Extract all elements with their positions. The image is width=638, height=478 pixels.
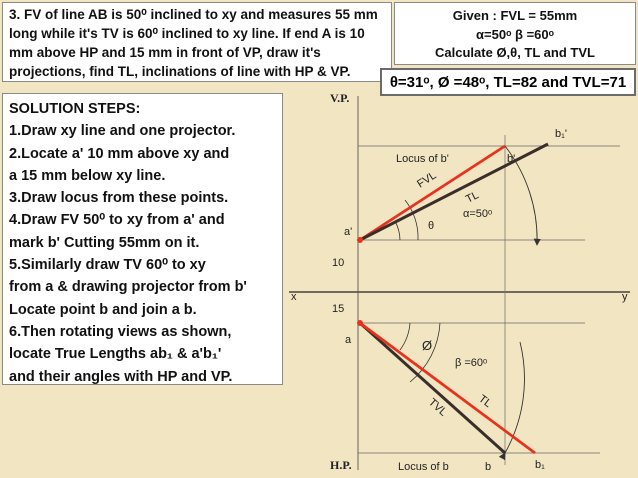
problem-line: long while it's TV is 60⁰ inclined to xy line. If end A is 10 <box>9 26 365 41</box>
b-label: b <box>485 461 492 473</box>
step-line: from a & drawing projector from b' <box>9 279 247 296</box>
beta-label: β =60ᵒ <box>455 357 488 369</box>
a-prime-label: a' <box>344 226 353 238</box>
phi-arc <box>400 323 410 350</box>
vp-label: V.P. <box>330 91 350 105</box>
hp-label: H.P. <box>330 458 352 472</box>
step-line: 3.Draw locus from these points. <box>9 190 229 207</box>
step-line: and their angles with HP and VP. <box>9 368 233 385</box>
theta-arc <box>395 221 400 240</box>
step-line: Locate point b and join a b. <box>9 301 197 318</box>
theta-label: θ <box>428 220 435 232</box>
tl-line-top <box>360 144 548 240</box>
a-label: a <box>345 334 352 346</box>
step-line: 6.Then rotating views as shown, <box>9 323 232 340</box>
alpha-label: α=50ᵒ <box>463 208 493 220</box>
fvl-label: FVL <box>415 169 439 191</box>
point-a <box>357 320 363 326</box>
step-line: mark b' Cutting 55mm on it. <box>9 234 200 251</box>
tl-line-bottom <box>360 323 535 453</box>
phi-label: Ø <box>422 338 433 353</box>
answer-box: θ=31ᵒ, Ø =48ᵒ, TL=82 and TVL=71 <box>380 68 636 96</box>
step-line: 1.Draw xy line and one projector. <box>9 123 236 140</box>
step-line: a 15 mm below xy line. <box>9 167 166 184</box>
locus-b-prime-label: Locus of b' <box>396 153 449 165</box>
problem-line: 3. FV of line AB is 50⁰ inclined to xy and measures 55 mm <box>9 7 378 22</box>
dim-10-label: 10 <box>332 257 345 269</box>
tvl-label: TVL <box>425 396 450 419</box>
problem-line: projections, find TL, inclinations of line with HP & VP. <box>9 64 351 79</box>
tl-bottom-label: TL <box>476 392 494 411</box>
tl-top-label: TL <box>463 189 481 206</box>
step-line: 4.Draw FV 50⁰ to xy from a' and <box>9 212 225 229</box>
b-prime-label: b' <box>507 153 516 165</box>
b1-prime-label: b₁' <box>555 128 567 140</box>
steps-title: SOLUTION STEPS: <box>9 101 141 117</box>
step-line: 5.Similarly draw TV 60⁰ to xy <box>9 257 206 274</box>
problem-line: mm above HP and 15 mm in front of VP, draw it's <box>9 45 321 60</box>
x-label: x <box>291 291 297 303</box>
y-label: y <box>622 291 628 303</box>
given-line: Calculate Ø,θ, TL and TVL <box>435 45 595 60</box>
locus-b-label: Locus of b <box>398 461 449 473</box>
step-line: locate True Lengths ab₁ & a'b₁' <box>9 346 222 363</box>
given-line: α=50ᵒ β =60ᵒ <box>476 26 554 42</box>
point-a-prime <box>357 237 363 243</box>
tvl-line <box>360 323 505 453</box>
given-line: Given : FVL = 55mm <box>452 8 578 23</box>
b1-label: b₁ <box>535 459 545 471</box>
dim-15-label: 15 <box>332 303 345 315</box>
step-line: 2.Locate a' 10 mm above xy and <box>9 145 230 162</box>
